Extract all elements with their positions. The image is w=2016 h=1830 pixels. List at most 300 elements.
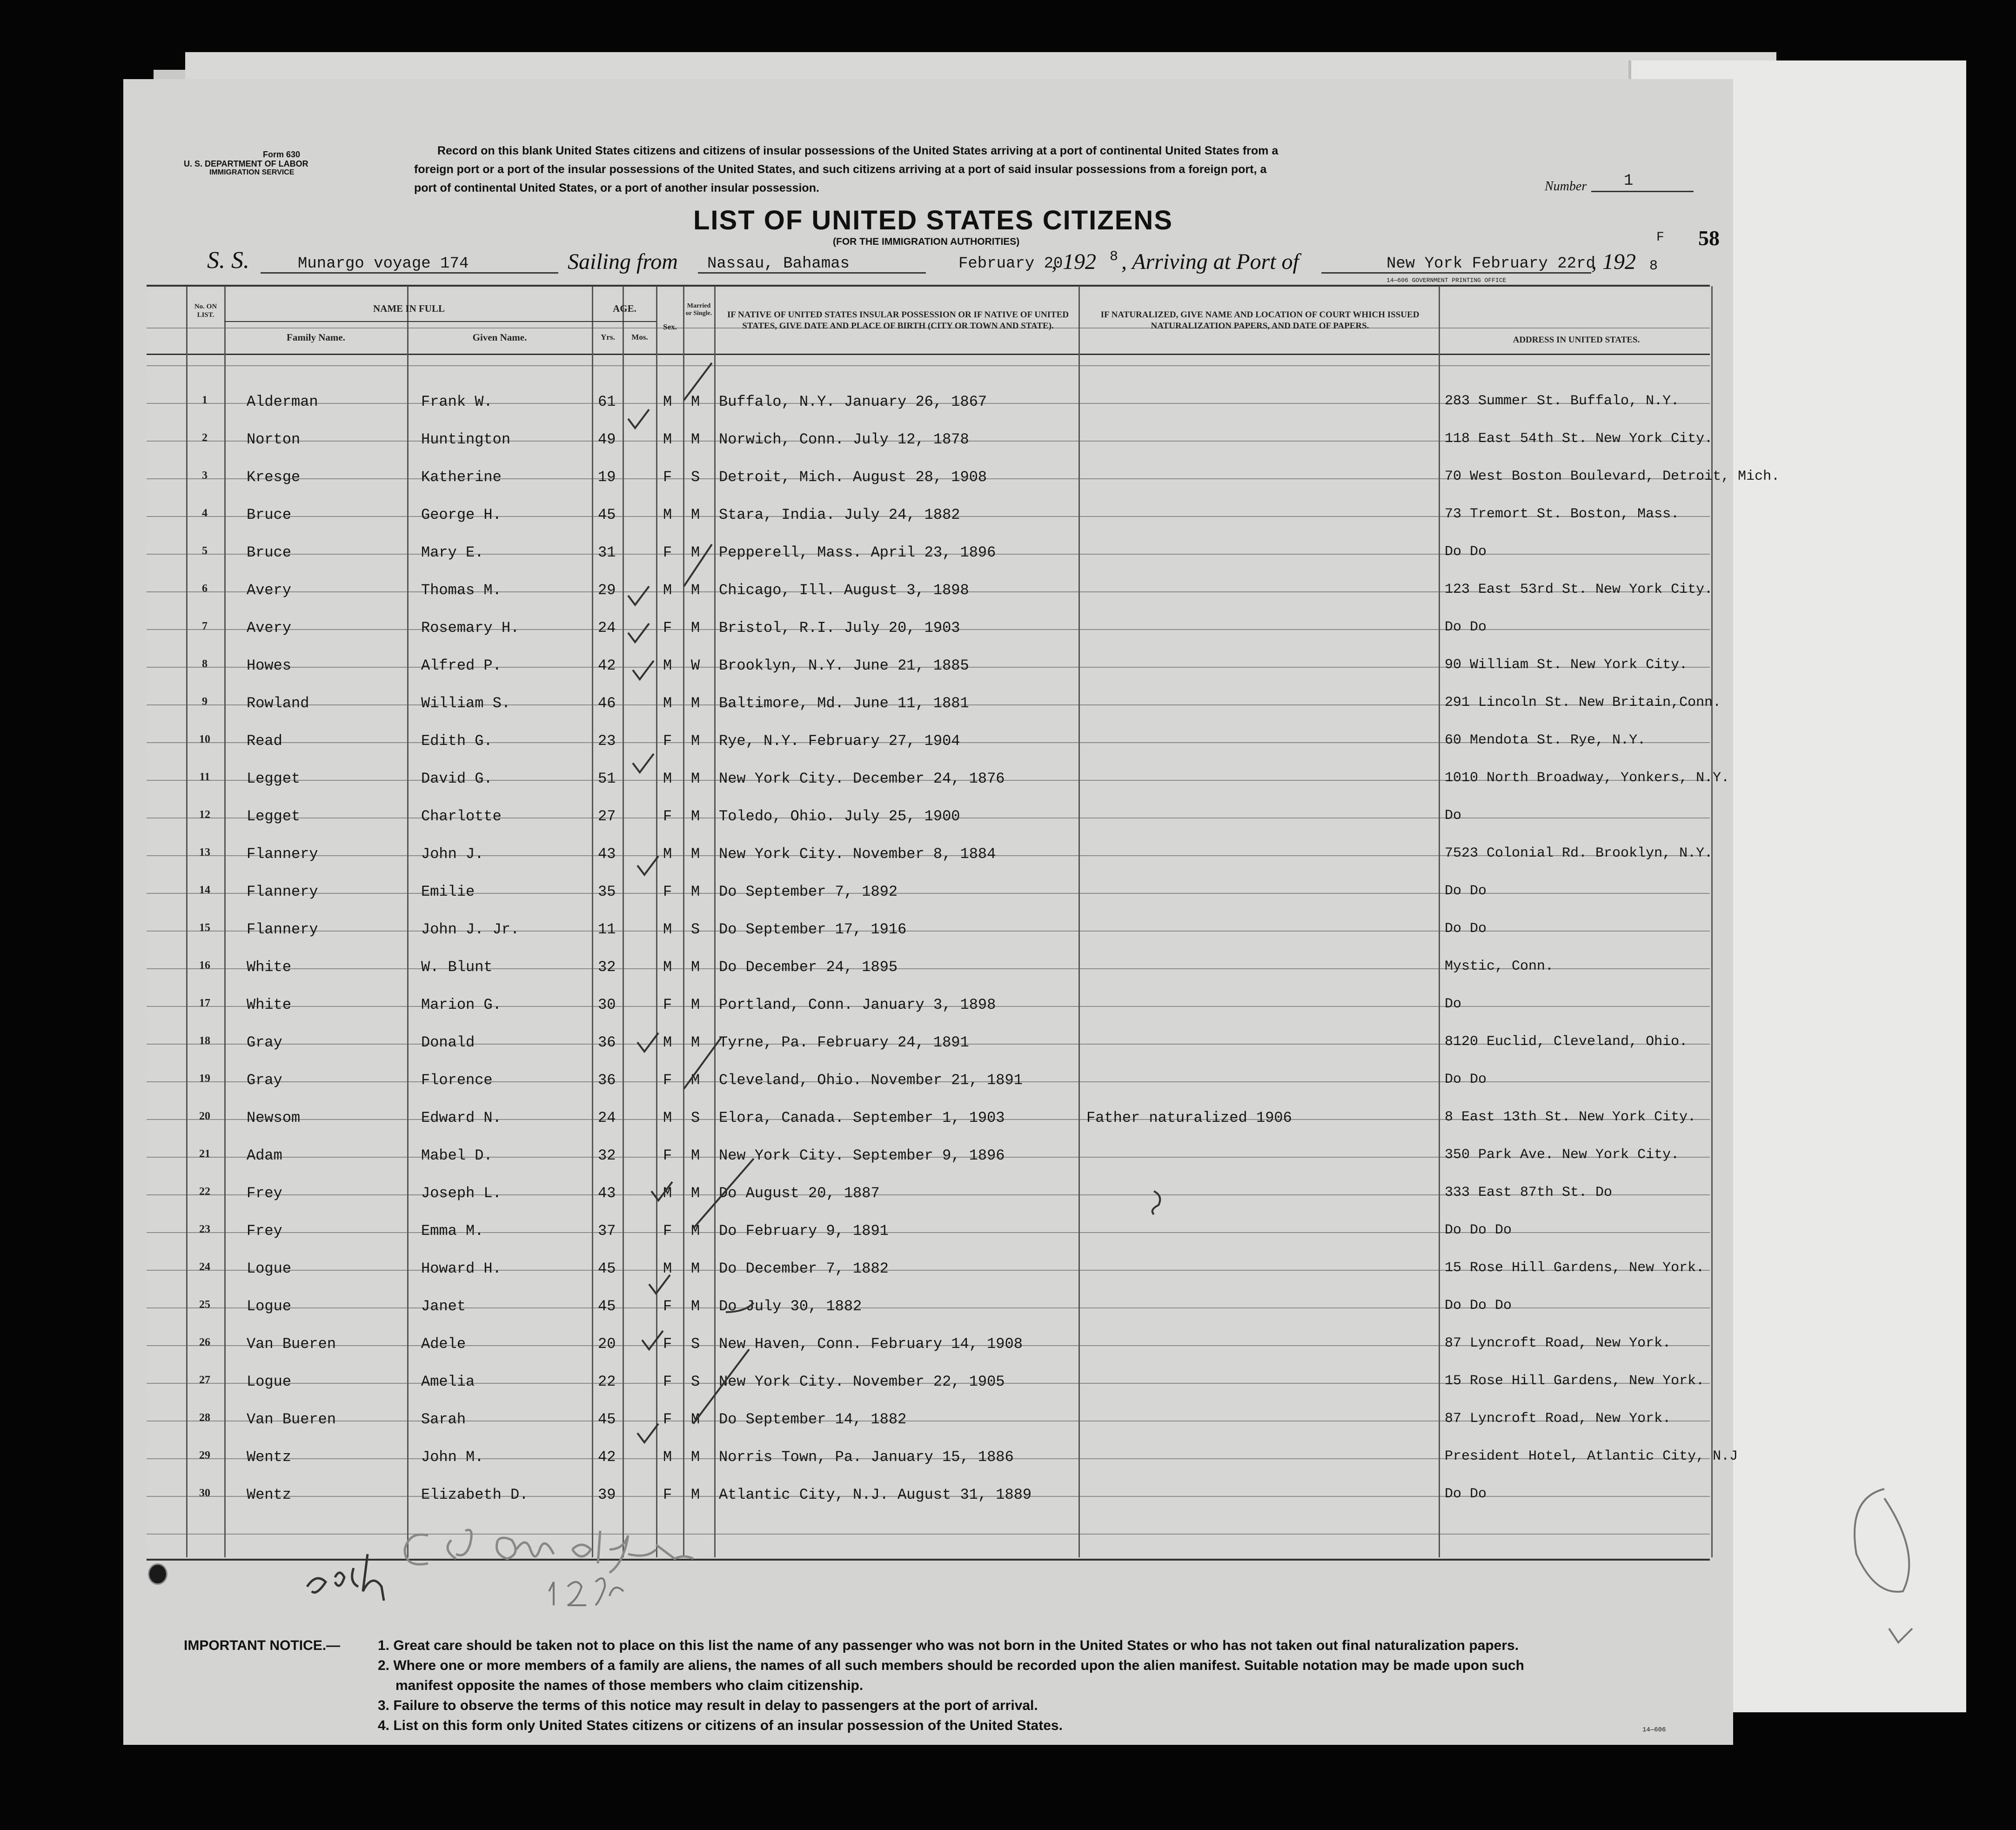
marital-status: M	[691, 1298, 700, 1315]
row-number: 8	[202, 658, 208, 670]
age-years: 42	[598, 657, 616, 674]
given-name: Edith G.	[421, 732, 493, 750]
given-name: Katherine	[421, 469, 502, 486]
check-mark	[637, 1424, 658, 1442]
ss-label: S. S.	[207, 247, 249, 274]
given-name: Mary E.	[421, 544, 484, 561]
page-number: 58	[1698, 226, 1720, 250]
given-name: Emma M.	[421, 1222, 484, 1240]
age-years: 45	[598, 1260, 616, 1277]
birth-place-date: Norris Town, Pa. January 15, 1886	[719, 1448, 1014, 1466]
marital-status: M	[691, 883, 700, 900]
tally-stroke	[726, 1303, 754, 1312]
row-number: 28	[199, 1412, 210, 1424]
sex: F	[663, 1486, 672, 1503]
header-no: No. ON LIST.	[194, 303, 217, 319]
marital-status: M	[691, 431, 700, 448]
sex: F	[663, 1147, 672, 1164]
us-address: 350 Park Ave. New York City.	[1445, 1147, 1680, 1163]
family-name: Van Bueren	[247, 1411, 336, 1428]
marital-status: M	[691, 959, 700, 976]
marital-status: S	[691, 469, 700, 486]
header-yrs: Yrs.	[601, 333, 615, 342]
sex: F	[663, 619, 672, 637]
us-address: 123 East 53rd St. New York City.	[1445, 582, 1713, 597]
row-number: 14	[199, 884, 210, 896]
marital-status: M	[691, 506, 700, 523]
family-name: Legget	[247, 808, 301, 825]
birth-place-date: Do September 17, 1916	[719, 921, 907, 938]
marital-status: M	[691, 732, 700, 750]
check-mark	[628, 586, 649, 605]
family-name: Wentz	[247, 1486, 292, 1503]
age-years: 37	[598, 1222, 616, 1240]
family-name: Read	[247, 732, 282, 750]
birth-place-date: New York City. November 8, 1884	[719, 845, 996, 863]
family-name: White	[247, 959, 292, 976]
check-mark	[637, 856, 658, 875]
family-name: Logue	[247, 1373, 292, 1390]
header-address: ADDRESS IN UNITED STATES.	[1513, 335, 1640, 345]
given-name: Thomas M.	[421, 582, 502, 599]
age-years: 36	[598, 1034, 616, 1051]
row-number: 3	[202, 469, 208, 482]
marital-status: M	[691, 1185, 700, 1202]
page-mark: F	[1656, 230, 1664, 245]
tally-stroke	[684, 363, 712, 400]
family-name: Kresge	[247, 469, 301, 486]
naturalization: Father naturalized 1906	[1086, 1109, 1292, 1126]
age-years: 29	[598, 582, 616, 599]
marital-status: M	[691, 393, 700, 410]
year-suffix-2: 8	[1649, 258, 1658, 274]
given-name: Edward N.	[421, 1109, 502, 1126]
given-name: John J.	[421, 845, 484, 863]
year-prefix-2: , 192	[1591, 249, 1636, 274]
arriving-label: , Arriving at Port of	[1121, 249, 1299, 274]
us-address: President Hotel, Atlantic City, N.J	[1445, 1448, 1738, 1464]
service: IMMIGRATION SERVICE	[209, 168, 295, 176]
marital-status: M	[691, 1147, 700, 1164]
sex: M	[663, 770, 672, 787]
us-address: 60 Mendota St. Rye, N.Y.	[1445, 732, 1646, 748]
family-name: Wentz	[247, 1448, 292, 1466]
given-name: Amelia	[421, 1373, 475, 1390]
number-label: Number	[1545, 179, 1587, 194]
handwritten-note	[298, 1540, 419, 1610]
check-mark	[651, 1182, 672, 1200]
given-name: W. Blunt	[421, 959, 493, 976]
row-number: 23	[199, 1223, 210, 1235]
row-number: 18	[199, 1035, 210, 1047]
family-name: Flannery	[247, 883, 318, 900]
notice-item-1: 1. Great care should be taken not to place on this list the name of any passenger who was not born in the United States or who has not taken out final naturalization papers.	[378, 1638, 1519, 1653]
birth-place-date: Do December 7, 1882	[719, 1260, 889, 1277]
birth-place-date: Do September 7, 1892	[719, 883, 898, 900]
birth-place-date: Atlantic City, N.J. August 31, 1889	[719, 1486, 1032, 1503]
given-name: Howard H.	[421, 1260, 502, 1277]
family-name: Legget	[247, 770, 301, 787]
birth-place-date: Do February 9, 1891	[719, 1222, 889, 1240]
given-name: Charlotte	[421, 808, 502, 825]
marital-status: M	[691, 996, 700, 1013]
record-instruction-3: port of continental United States, or a port of another insular possession.	[414, 181, 819, 194]
marital-status: M	[691, 808, 700, 825]
sex: M	[663, 1185, 672, 1202]
tally-stroke	[693, 1159, 754, 1228]
row-number: 24	[199, 1261, 210, 1273]
sex: F	[663, 732, 672, 750]
row-number: 1	[202, 394, 208, 406]
row-number: 26	[199, 1336, 210, 1348]
given-name: Adele	[421, 1335, 466, 1353]
department: U. S. DEPARTMENT OF LABOR	[184, 159, 308, 168]
birth-place-date: Brooklyn, N.Y. June 21, 1885	[719, 657, 969, 674]
row-number: 21	[199, 1148, 210, 1160]
page-subtitle: (FOR THE IMMIGRATION AUTHORITIES)	[833, 236, 1020, 247]
us-address: Do	[1445, 996, 1462, 1012]
given-name: John M.	[421, 1448, 484, 1466]
row-number: 6	[202, 583, 208, 595]
birth-place-date: New Haven, Conn. February 14, 1908	[719, 1335, 1023, 1353]
year-prefix-1: , 192	[1052, 249, 1096, 274]
sex: F	[663, 808, 672, 825]
marital-status: M	[691, 619, 700, 637]
header-family-name: Family Name.	[287, 332, 345, 343]
age-years: 30	[598, 996, 616, 1013]
year-suffix-1: 8	[1110, 249, 1119, 265]
birth-place-date: Norwich, Conn. July 12, 1878	[719, 431, 969, 448]
marital-status: S	[691, 1335, 700, 1353]
family-name: Alderman	[247, 393, 318, 410]
birth-place-date: New York City. November 22, 1905	[719, 1373, 1005, 1390]
marital-status: M	[691, 1486, 700, 1503]
given-name: George H.	[421, 506, 502, 523]
printer-mark: 14—606 GOVERNMENT PRINTING OFFICE	[1386, 277, 1507, 284]
row-number: 30	[199, 1487, 210, 1499]
us-address: 70 West Boston Boulevard, Detroit, Mich.	[1445, 469, 1780, 484]
us-address: Do Do	[1445, 544, 1487, 560]
us-address: Mystic, Conn.	[1445, 959, 1554, 974]
page-title: LIST OF UNITED STATES CITIZENS	[693, 205, 1173, 235]
tally-stroke	[684, 544, 712, 586]
age-years: 24	[598, 1109, 616, 1126]
sex: M	[663, 921, 672, 938]
birth-place-date: Tyrne, Pa. February 24, 1891	[719, 1034, 969, 1051]
marital-status: W	[691, 657, 700, 674]
given-name: David G.	[421, 770, 493, 787]
header-married: Married or Single.	[685, 302, 712, 317]
family-name: Norton	[247, 431, 301, 448]
age-years: 36	[598, 1072, 616, 1089]
age-years: 32	[598, 959, 616, 976]
age-years: 43	[598, 845, 616, 863]
marital-status: M	[691, 1448, 700, 1466]
sex: M	[663, 393, 672, 410]
age-years: 32	[598, 1147, 616, 1164]
age-years: 11	[598, 921, 616, 938]
marital-status: M	[691, 544, 700, 561]
us-address: 1010 North Broadway, Yonkers, N.Y.	[1445, 770, 1730, 786]
sex: F	[663, 1373, 672, 1390]
family-name: White	[247, 996, 292, 1013]
check-mark	[633, 754, 654, 772]
family-name: Logue	[247, 1260, 292, 1277]
birth-place-date: Toledo, Ohio. July 25, 1900	[719, 808, 960, 825]
sex: M	[663, 1109, 672, 1126]
family-name: Rowland	[247, 695, 309, 712]
sex: F	[663, 469, 672, 486]
sex: F	[663, 996, 672, 1013]
row-number: 4	[202, 507, 208, 519]
us-address: 291 Lincoln St. New Britain,Conn.	[1445, 695, 1721, 711]
sex: M	[663, 582, 672, 599]
birth-place-date: New York City. December 24, 1876	[719, 770, 1005, 787]
us-address: Do Do Do	[1445, 1222, 1512, 1238]
given-name: Rosemary H.	[421, 619, 520, 637]
sex: M	[663, 845, 672, 863]
age-years: 45	[598, 1298, 616, 1315]
notice-item-2a: 2. Where one or more members of a family are aliens, the names of all such members should be recorded upon the alien manifest. Suitable notation may be made upon such	[378, 1658, 1524, 1673]
row-number: 15	[199, 922, 210, 934]
age-years: 51	[598, 770, 616, 787]
us-address: 15 Rose Hill Gardens, New York.	[1445, 1373, 1705, 1389]
check-mark	[628, 623, 649, 642]
birth-place-date: Detroit, Mich. August 28, 1908	[719, 469, 987, 486]
given-name: Frank W.	[421, 393, 493, 410]
given-name: Marion G.	[421, 996, 502, 1013]
family-name: Avery	[247, 619, 292, 637]
pen-mark	[1855, 1489, 1909, 1592]
row-number: 22	[199, 1186, 210, 1198]
age-years: 49	[598, 431, 616, 448]
given-name: John J. Jr.	[421, 921, 520, 938]
row-number: 27	[199, 1374, 210, 1386]
us-address: 90 William St. New York City.	[1445, 657, 1688, 673]
sex: F	[663, 1222, 672, 1240]
sex: F	[663, 1411, 672, 1428]
birth-place-date: Cleveland, Ohio. November 21, 1891	[719, 1072, 1023, 1089]
birth-place-date: Bristol, R.I. July 20, 1903	[719, 619, 960, 637]
handwritten-note	[540, 1563, 633, 1615]
given-name: Huntington	[421, 431, 511, 448]
row-number: 16	[199, 959, 210, 972]
us-address: 8 East 13th St. New York City.	[1445, 1109, 1696, 1125]
marital-status: S	[691, 921, 700, 938]
family-name: Flannery	[247, 921, 318, 938]
birth-place-date: Do September 14, 1882	[719, 1411, 907, 1428]
us-address: 73 Tremort St. Boston, Mass.	[1445, 506, 1680, 522]
marital-status: M	[691, 695, 700, 712]
birth-place-date: Elora, Canada. September 1, 1903	[719, 1109, 1005, 1126]
marital-status: M	[691, 1411, 700, 1428]
pen-mark	[1889, 1629, 1912, 1642]
birth-place-date: Rye, N.Y. February 27, 1904	[719, 732, 960, 750]
us-address: Do Do	[1445, 619, 1487, 635]
age-years: 46	[598, 695, 616, 712]
header-sex: Sex.	[663, 322, 677, 331]
age-years: 27	[598, 808, 616, 825]
sex: M	[663, 959, 672, 976]
row-number: 20	[199, 1110, 210, 1122]
marital-status: S	[691, 1109, 700, 1126]
age-years: 61	[598, 393, 616, 410]
sex: M	[663, 695, 672, 712]
us-address: 118 East 54th St. New York City.	[1445, 431, 1713, 447]
header-given-name: Given Name.	[472, 332, 527, 343]
ship-name: Munargo voyage 174	[298, 255, 469, 273]
sex: M	[663, 1260, 672, 1277]
age-years: 23	[598, 732, 616, 750]
notice-item-4: 4. List on this form only United States citizens or citizens of an insular possession of the United States.	[378, 1718, 1063, 1733]
row-number: 12	[199, 809, 210, 821]
family-name: Gray	[247, 1072, 282, 1089]
age-years: 43	[598, 1185, 616, 1202]
sex: F	[663, 1298, 672, 1315]
tally-stroke	[693, 1349, 749, 1424]
sex: F	[663, 1072, 672, 1089]
header-name-in-full: NAME IN FULL	[373, 303, 445, 314]
marital-status: S	[691, 1373, 700, 1390]
arriving-at: New York February 22rd	[1386, 255, 1595, 273]
us-address: Do Do	[1445, 1072, 1487, 1087]
marital-status: M	[691, 1034, 700, 1051]
tally-stroke	[684, 1038, 721, 1089]
check-mark	[642, 1331, 663, 1349]
age-years: 45	[598, 506, 616, 523]
age-years: 20	[598, 1335, 616, 1353]
check-mark	[637, 1033, 658, 1052]
family-name: Van Bueren	[247, 1335, 336, 1353]
number-value: 1	[1624, 172, 1634, 190]
us-address: 87 Lyncroft Road, New York.	[1445, 1411, 1671, 1427]
birth-place-date: Do July 30, 1882	[719, 1298, 862, 1315]
us-address: 333 East 87th St. Do	[1445, 1185, 1613, 1200]
header-age: AGE.	[613, 303, 636, 314]
age-years: 42	[598, 1448, 616, 1466]
birth-place-date: Do August 20, 1887	[719, 1185, 880, 1202]
family-name: Howes	[247, 657, 292, 674]
sailing-label: Sailing from	[568, 249, 678, 274]
birth-place-date: Pepperell, Mass. April 23, 1896	[719, 544, 996, 561]
given-name: Emilie	[421, 883, 475, 900]
record-instruction-2: foreign port or a port of the insular possessions of the United States, and such citizens arriving at a port of said insular possessions from a foreign port, a	[414, 163, 1267, 176]
row-number: 13	[199, 846, 210, 858]
age-years: 19	[598, 469, 616, 486]
family-name: Flannery	[247, 845, 318, 863]
family-name: Frey	[247, 1185, 282, 1202]
sex: F	[663, 883, 672, 900]
birth-place-date: Buffalo, N.Y. January 26, 1867	[719, 393, 987, 410]
family-name: Adam	[247, 1147, 282, 1164]
us-address: Do Do	[1445, 1486, 1487, 1502]
family-name: Bruce	[247, 544, 292, 561]
given-name: Alfred P.	[421, 657, 502, 674]
us-address: 8120 Euclid, Cleveland, Ohio.	[1445, 1034, 1688, 1050]
sailing-date: February 20	[958, 255, 1063, 273]
row-number: 7	[202, 620, 208, 632]
given-name: William S.	[421, 695, 511, 712]
row-number: 5	[202, 545, 208, 557]
us-address: 283 Summer St. Buffalo, N.Y.	[1445, 393, 1680, 409]
sex: M	[663, 1034, 672, 1051]
marital-status: M	[691, 845, 700, 863]
us-address: Do Do Do	[1445, 1298, 1512, 1314]
family-name: Logue	[247, 1298, 292, 1315]
family-name: Gray	[247, 1034, 282, 1051]
footer-mark: 14—606	[1642, 1726, 1666, 1734]
row-number: 29	[199, 1449, 210, 1461]
age-years: 22	[598, 1373, 616, 1390]
pen-mark	[1152, 1191, 1160, 1214]
us-address: Do Do	[1445, 921, 1487, 937]
header-naturalized: IF NATURALIZED, GIVE NAME AND LOCATION OF COURT WHICH ISSUED NATURALIZATION PAPERS, AND DATE OF PAPERS.	[1100, 310, 1420, 331]
sailing-from: Nassau, Bahamas	[707, 255, 850, 273]
header-mos: Mos.	[631, 333, 648, 342]
check-mark	[649, 1275, 670, 1294]
marital-status: M	[691, 770, 700, 787]
birth-place-date: Chicago, Ill. August 3, 1898	[719, 582, 969, 599]
us-address: 15 Rose Hill Gardens, New York.	[1445, 1260, 1705, 1276]
form-number: Form 630	[263, 150, 301, 159]
check-mark	[633, 661, 654, 679]
us-address: 87 Lyncroft Road, New York.	[1445, 1335, 1671, 1351]
us-address: 7523 Colonial Rd. Brooklyn, N.Y.	[1445, 845, 1713, 861]
given-name: Florence	[421, 1072, 493, 1089]
age-years: 45	[598, 1411, 616, 1428]
us-address: Do	[1445, 808, 1462, 824]
row-number: 17	[199, 997, 210, 1009]
sex: M	[663, 1448, 672, 1466]
age-years: 39	[598, 1486, 616, 1503]
check-mark	[628, 409, 649, 428]
row-number: 11	[199, 771, 210, 783]
us-address: Do Do	[1445, 883, 1487, 899]
marital-status: M	[691, 1260, 700, 1277]
age-years: 35	[598, 883, 616, 900]
family-name: Bruce	[247, 506, 292, 523]
given-name: Sarah	[421, 1411, 466, 1428]
sex: F	[663, 1335, 672, 1353]
given-name: Janet	[421, 1298, 466, 1315]
row-number: 19	[199, 1073, 210, 1085]
marital-status: M	[691, 1222, 700, 1240]
notice-item-3: 3. Failure to observe the terms of this notice may result in delay to passengers at the port of arrival.	[378, 1698, 1038, 1713]
row-number: 10	[199, 733, 210, 745]
birth-place-date: New York City. September 9, 1896	[719, 1147, 1005, 1164]
age-years: 24	[598, 619, 616, 637]
sex: M	[663, 657, 672, 674]
birth-place-date: Stara, India. July 24, 1882	[719, 506, 960, 523]
row-number: 25	[199, 1299, 210, 1311]
marital-status: M	[691, 582, 700, 599]
given-name: Donald	[421, 1034, 475, 1051]
sex: F	[663, 544, 672, 561]
family-name: Newsom	[247, 1109, 301, 1126]
birth-place-date: Do December 24, 1895	[719, 959, 898, 976]
notice-label: IMPORTANT NOTICE.—	[184, 1638, 341, 1653]
sex: M	[663, 431, 672, 448]
row-number: 9	[202, 696, 208, 708]
given-name: Mabel D.	[421, 1147, 493, 1164]
birth-place-date: Portland, Conn. January 3, 1898	[719, 996, 996, 1013]
family-name: Avery	[247, 582, 292, 599]
given-name: Elizabeth D.	[421, 1486, 529, 1503]
marital-status: M	[691, 1072, 700, 1089]
notice-item-2b: manifest opposite the names of those members who claim citizenship.	[395, 1678, 864, 1693]
birth-place-date: Baltimore, Md. June 11, 1881	[719, 695, 969, 712]
header-native: IF NATIVE OF UNITED STATES INSULAR POSSESSION OR IF NATIVE OF UNITED STATES, GIVE DATE AND PLACE OF BIRTH (CITY OR TOWN AND STATE).	[727, 310, 1069, 331]
